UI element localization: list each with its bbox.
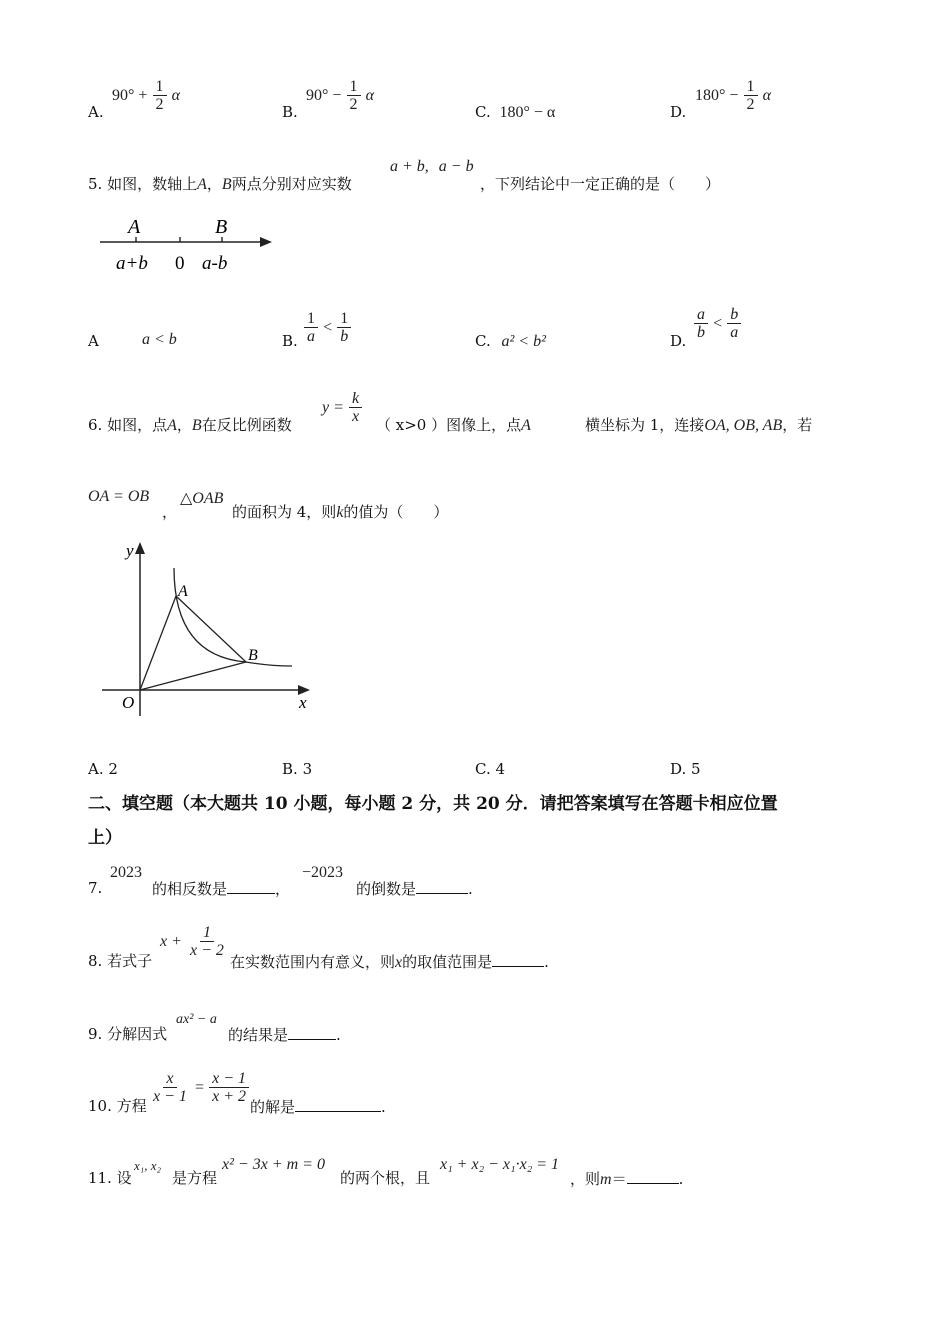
q11-number: 11. bbox=[88, 1169, 112, 1187]
q5-text2: 两点分别对应实数 bbox=[231, 175, 352, 193]
q4-d-den: 2 bbox=[746, 96, 755, 113]
q5-option-d-label: D. bbox=[670, 332, 687, 350]
q6-num: k bbox=[349, 390, 362, 408]
q8-text3: 的取值范围是 bbox=[402, 953, 493, 971]
q5-option-c bbox=[475, 332, 546, 351]
label-point-a: A bbox=[128, 216, 141, 238]
q5-point-a: A bbox=[197, 176, 207, 193]
q8-start bbox=[88, 952, 152, 970]
label-zero: 0 bbox=[175, 253, 185, 274]
q5-expr1: a + b, bbox=[390, 158, 429, 175]
q5-option-a-expr: a < b bbox=[142, 331, 177, 348]
q6-option-d bbox=[670, 760, 701, 778]
q5-option-a-label: A bbox=[88, 332, 99, 350]
q5-b-d1: a bbox=[307, 328, 315, 345]
q10-text1: 方程 bbox=[116, 1097, 147, 1115]
q10-blank bbox=[295, 1097, 381, 1112]
label-a-plus-b: a+b bbox=[116, 253, 148, 274]
q8-num: 1 bbox=[200, 924, 214, 942]
q10-d1: x − 1 bbox=[153, 1088, 187, 1105]
q6-den: x bbox=[352, 408, 360, 425]
q4-d-var: α bbox=[762, 87, 772, 104]
q4-b-var: α bbox=[365, 87, 375, 104]
q5-c-label: C. bbox=[475, 332, 491, 350]
q6-line2-expr2: △OAB bbox=[180, 490, 224, 507]
q11-text4: ，则 bbox=[570, 1170, 601, 1188]
q6-segments: OA, OB, AB bbox=[704, 417, 783, 434]
q8-number: 8. bbox=[88, 952, 103, 970]
q10-rest bbox=[250, 1097, 386, 1116]
q5-b-n1: 1 bbox=[304, 310, 318, 328]
q6-b-value: 3 bbox=[302, 760, 313, 778]
graph-label-o: O bbox=[122, 693, 135, 712]
q4-a-text: 90° + bbox=[112, 87, 148, 104]
q8-text1: 若式子 bbox=[107, 952, 153, 970]
q7-end: . bbox=[468, 880, 473, 898]
q5-d-n2: b bbox=[727, 306, 741, 324]
q6-cond-text: （ x>0 ）图像上，点 bbox=[376, 416, 522, 434]
q10-number: 10. bbox=[88, 1097, 112, 1115]
q11-end: . bbox=[678, 1170, 684, 1188]
q6-text6: 的值为（ ） bbox=[343, 503, 449, 521]
q5-option-d-expr bbox=[694, 306, 741, 341]
q11-blank bbox=[627, 1169, 679, 1184]
q6-a-value: 2 bbox=[108, 760, 118, 778]
y-axis-arrow-icon bbox=[135, 542, 145, 554]
q10-text2: 的解是 bbox=[250, 1098, 296, 1116]
q11-eq1: x² − 3x + m = 0 bbox=[222, 1156, 325, 1173]
q8-blank bbox=[492, 952, 544, 967]
q10-n2: x − 1 bbox=[209, 1070, 249, 1088]
q5-expr2: a − b bbox=[438, 158, 474, 175]
q10-frac2 bbox=[209, 1070, 249, 1105]
q11-text2: 是方程 bbox=[172, 1169, 218, 1187]
q6-k: k bbox=[336, 504, 344, 521]
q6-c-label: C. bbox=[475, 760, 491, 778]
q5-d-d2: a bbox=[730, 324, 739, 341]
graph-label-y: y bbox=[126, 541, 134, 560]
q9-expression: ax² − a bbox=[176, 1012, 217, 1027]
q7-sep: ， bbox=[275, 880, 291, 898]
q4-option-b-expr bbox=[306, 78, 374, 113]
segment-oa bbox=[140, 596, 176, 690]
q6-text3: 横坐标为 1，连接 bbox=[585, 416, 705, 434]
q6-option-a bbox=[88, 760, 118, 778]
q5-d-n1: a bbox=[694, 306, 708, 324]
q11-text1: 设 bbox=[116, 1169, 132, 1187]
q5-b-frac2 bbox=[337, 310, 351, 345]
q5-b-frac1 bbox=[304, 310, 318, 345]
q4-option-a-label: A. bbox=[88, 103, 104, 121]
q6-d-label: D. bbox=[670, 760, 687, 778]
q5-b-n2: 1 bbox=[337, 310, 351, 328]
q6-option-c bbox=[475, 760, 505, 778]
q6-line2-sep: ， bbox=[162, 503, 178, 521]
q6-stem-cont bbox=[585, 416, 812, 435]
q8-text2: 在实数范围内有意义，则 bbox=[230, 953, 396, 971]
q8-rest bbox=[230, 952, 549, 972]
q7-text1: 的相反数是 bbox=[152, 880, 228, 898]
number-line-arrow-icon bbox=[260, 237, 272, 247]
q9-text2: 的结果是 bbox=[228, 1026, 289, 1044]
q4-d-fraction bbox=[744, 78, 758, 113]
q6-y-eq: y = bbox=[322, 399, 344, 416]
q5-option-b-label: B. bbox=[282, 332, 298, 350]
q5-point-b: B bbox=[221, 176, 232, 193]
q4-d-num: 1 bbox=[744, 78, 758, 96]
q6-a-label: A. bbox=[88, 760, 104, 778]
q11-m: m bbox=[600, 1171, 612, 1188]
q5-d-d1: b bbox=[697, 324, 705, 341]
q4-b-num: 1 bbox=[347, 78, 361, 96]
q10-d2: x + 2 bbox=[212, 1088, 247, 1105]
q4-a-var: α bbox=[171, 87, 181, 104]
segment-ob bbox=[140, 662, 246, 690]
q11-start bbox=[88, 1169, 132, 1187]
q11-text3: 的两个根，且 bbox=[340, 1169, 431, 1187]
q10-n1: x bbox=[163, 1070, 176, 1088]
q11-eq2: x₁ + x₂ − x₁·x₂ = 1 bbox=[440, 1156, 560, 1173]
q5-number: 5. bbox=[88, 175, 103, 193]
q6-stem bbox=[88, 416, 292, 435]
q4-option-d-label: D. bbox=[670, 103, 687, 121]
q6-function bbox=[322, 390, 362, 425]
q7-text2: 的倒数是 bbox=[356, 880, 417, 898]
q10-equation bbox=[150, 1070, 249, 1105]
section2-heading-line1: 二、填空题（本大题共 10 小题，每小题 2 分，共 20 分．请把答案填写在答题卡相应位置 bbox=[88, 794, 778, 814]
q6-b-label: B. bbox=[282, 760, 298, 778]
q4-a-num: 1 bbox=[153, 78, 167, 96]
q5-sep: ， bbox=[206, 175, 222, 193]
q8-den: x − 2 bbox=[190, 942, 224, 959]
q5-number-line bbox=[96, 214, 276, 278]
q5-stem-end: ，下列结论中一定正确的是（ ） bbox=[480, 175, 721, 193]
q10-frac1 bbox=[150, 1070, 190, 1105]
q7-blank1 bbox=[227, 879, 275, 894]
q8-fraction bbox=[187, 924, 227, 959]
q9-start bbox=[88, 1025, 167, 1043]
q6-fraction bbox=[349, 390, 362, 425]
q6-point-a: A bbox=[167, 417, 177, 434]
q6-number: 6. bbox=[88, 416, 103, 434]
q4-c-expr: 180° − α bbox=[499, 104, 556, 121]
q4-option-b-label: B. bbox=[282, 103, 298, 121]
q6-text5: 的面积为 4，则 bbox=[232, 503, 337, 521]
q11-roots: x₁, x₂ bbox=[134, 1158, 162, 1173]
q8-var: x bbox=[395, 954, 403, 971]
graph-label-a: A bbox=[178, 583, 188, 600]
q10-eq: = bbox=[195, 1079, 205, 1096]
q5-d-op: < bbox=[713, 315, 723, 332]
q7-blank2 bbox=[416, 879, 468, 894]
q6-text2: 在反比例函数 bbox=[201, 416, 292, 434]
q11-text5: ＝ bbox=[611, 1170, 627, 1188]
q6-option-b bbox=[282, 760, 312, 778]
q6-text1: 如图，点 bbox=[107, 416, 168, 434]
q6-line2-expr1: OA = OB bbox=[88, 488, 150, 505]
section2-heading-line2: 上） bbox=[88, 828, 122, 848]
q8-end: . bbox=[544, 953, 549, 971]
q7-part1 bbox=[152, 879, 290, 898]
q4-option-d-expr bbox=[695, 78, 771, 113]
q7-part2 bbox=[356, 879, 473, 898]
q6-graph bbox=[98, 538, 318, 718]
q4-a-fraction bbox=[153, 78, 167, 113]
q9-rest bbox=[228, 1025, 341, 1044]
q5-c-expr: a² < b² bbox=[501, 333, 546, 350]
graph-label-b: B bbox=[248, 647, 258, 664]
graph-label-x: x bbox=[299, 693, 307, 712]
q4-b-den: 2 bbox=[349, 96, 358, 113]
label-a-minus-b: a-b bbox=[202, 253, 228, 274]
q5-stem bbox=[88, 175, 352, 194]
q5-b-d2: b bbox=[340, 328, 349, 345]
q7-number: 7. bbox=[88, 879, 103, 897]
q5-d-frac1 bbox=[694, 306, 708, 341]
q6-c-value: 4 bbox=[495, 760, 506, 778]
q4-a-den: 2 bbox=[155, 96, 164, 113]
q5-text1: 如图，数轴上 bbox=[107, 175, 198, 193]
q10-end: . bbox=[381, 1098, 386, 1116]
q9-text1: 分解因式 bbox=[107, 1025, 168, 1043]
q9-number: 9. bbox=[88, 1025, 103, 1043]
q6-text4: ，若 bbox=[782, 416, 813, 434]
q5-option-b-expr bbox=[304, 310, 351, 345]
q6-sep: ， bbox=[176, 416, 192, 434]
q4-option-c bbox=[475, 103, 555, 122]
q4-d-text: 180° − bbox=[695, 87, 739, 104]
q6-point-b: B bbox=[191, 417, 202, 434]
q9-end: . bbox=[336, 1026, 341, 1044]
q9-blank bbox=[288, 1025, 336, 1040]
q8-expression bbox=[160, 924, 227, 959]
q4-b-fraction bbox=[347, 78, 361, 113]
q4-option-a-expr bbox=[112, 78, 180, 113]
q6-point-a2: A bbox=[521, 417, 531, 434]
q7-value2: −2023 bbox=[302, 864, 344, 881]
q6-cond bbox=[376, 416, 531, 435]
hyperbola-curve bbox=[174, 568, 292, 666]
q10-start bbox=[88, 1097, 147, 1115]
q4-b-text: 90° − bbox=[306, 87, 342, 104]
q6-line2-text bbox=[232, 503, 448, 522]
q5-b-op: < bbox=[323, 319, 333, 336]
q5-d-frac2 bbox=[727, 306, 741, 341]
q11-rest bbox=[570, 1169, 683, 1189]
q4-c-label: C. bbox=[475, 103, 491, 121]
q7-value1: 2023 bbox=[110, 864, 142, 881]
q6-d-value: 5 bbox=[691, 760, 701, 778]
q5-expr bbox=[390, 158, 474, 176]
label-point-b: B bbox=[215, 216, 228, 238]
q8-expr: x + bbox=[160, 933, 182, 950]
